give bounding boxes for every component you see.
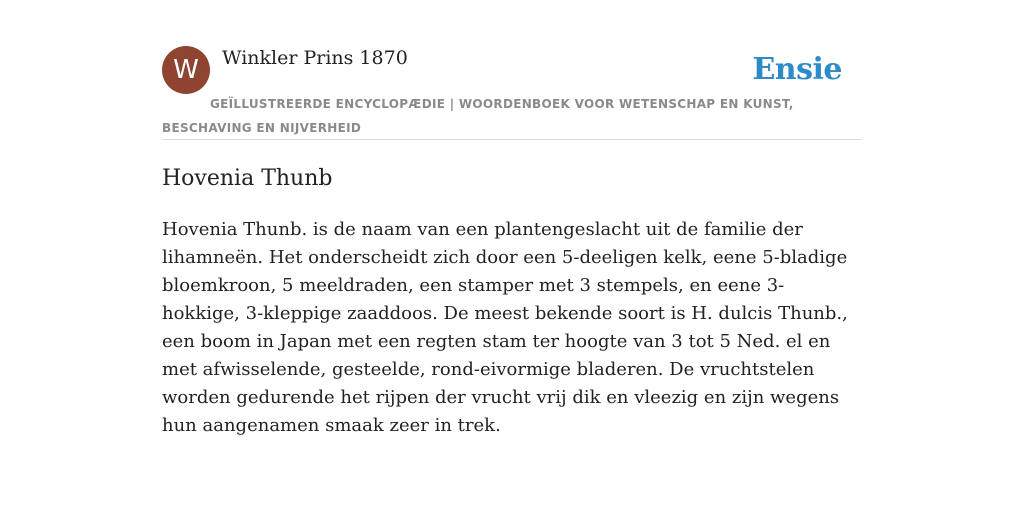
source-subtitle: GEÏLLUSTREERDE ENCYCLOPÆDIE | WOORDENBOEK VOOR WETENSCHAP EN KUNST, BESCHAVING EN NIJVERHEID	[162, 97, 794, 135]
brand-logo[interactable]: Ensie	[752, 52, 842, 87]
header	[162, 46, 862, 140]
article-body: Hovenia Thunb. is de naam van een plantengeslacht uit de familie der lihamneën. Het onderscheidt zich door een 5-deeligen kelk, eene 5-bladige bloemkroon, 5 meeldraden, een stamper met 3 stempels, en eene 3-hokkige, 3-kleppige zaaddoos. De meest bekende soort is H. dulcis Thunb., een boom in Japan met een regten stam ter hoogte van 3 tot 5 Ned. el en met afwisselende, gesteelde, rond-eivormige bladeren. De vruchtstelen worden gedurende het rijpen der vrucht vrij dik en vleezig en zijn wegens hun aangenamen smaak zeer in trek.	[162, 219, 848, 436]
source-avatar[interactable]: W	[162, 46, 210, 94]
article-title: Hovenia Thunb	[162, 166, 333, 191]
source-title[interactable]: Winkler Prins 1870	[222, 47, 408, 69]
